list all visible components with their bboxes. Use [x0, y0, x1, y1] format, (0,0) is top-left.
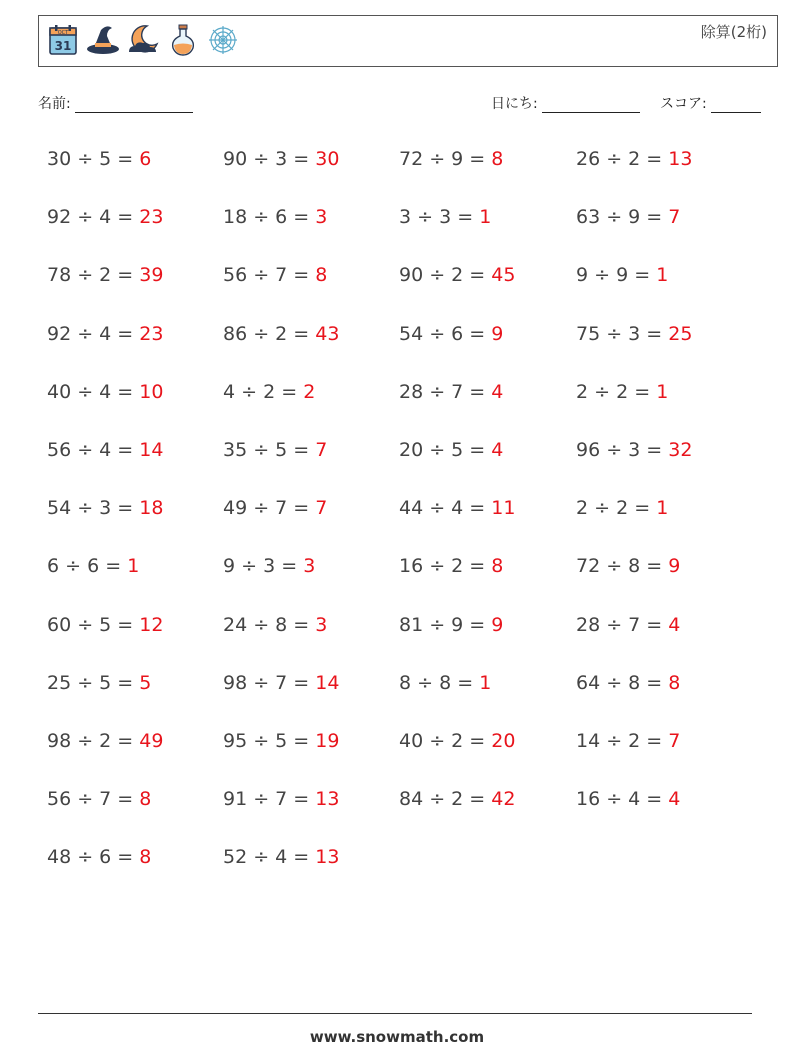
- problem-item: [399, 264, 515, 286]
- problem-item: [223, 497, 327, 519]
- problem-answer: 1: [127, 555, 140, 578]
- problem-answer: 7: [315, 497, 328, 520]
- problem-answer: 8: [139, 846, 152, 869]
- problem-answer: 1: [479, 206, 492, 229]
- problem-question: 20 ÷ 5 =: [399, 439, 486, 461]
- problem-answer: 18: [139, 497, 164, 520]
- problem-answer: 23: [139, 206, 164, 229]
- problem-item: [399, 148, 503, 170]
- problem-answer: 4: [668, 613, 681, 636]
- problem-answer: 11: [491, 497, 516, 520]
- problem-question: 92 ÷ 4 =: [47, 322, 134, 345]
- problem-question: 6 ÷ 6 =: [47, 555, 122, 578]
- problem-question: 44 ÷ 4 =: [399, 497, 486, 520]
- score-label: スコア:: [660, 96, 707, 112]
- problem-question: 75 ÷ 3 =: [576, 322, 663, 345]
- problem-question: 56 ÷ 4 =: [47, 439, 134, 461]
- problem-question: 90 ÷ 2 =: [399, 264, 486, 287]
- problem-question: 54 ÷ 3 =: [47, 497, 134, 520]
- problem-question: 98 ÷ 2 =: [47, 730, 134, 752]
- problem-item: [576, 672, 680, 694]
- header-box: [38, 15, 778, 67]
- problem-item: [223, 264, 327, 286]
- problem-question: 56 ÷ 7 =: [47, 788, 134, 811]
- problem-question: 54 ÷ 6 =: [399, 322, 486, 345]
- problem-item: [47, 614, 163, 636]
- problem-answer: 25: [668, 322, 693, 345]
- problem-question: 16 ÷ 2 =: [399, 555, 486, 578]
- problem-answer: 19: [315, 730, 340, 752]
- problem-item: [399, 206, 491, 228]
- problem-question: 72 ÷ 9 =: [399, 148, 486, 170]
- moon-cloud-icon: [125, 22, 161, 58]
- problem-answer: 6: [139, 148, 152, 170]
- problem-question: 40 ÷ 4 =: [47, 380, 134, 403]
- problem-item: [576, 788, 680, 810]
- problem-item: [47, 672, 151, 694]
- problem-answer: 1: [479, 671, 492, 694]
- problem-answer: 8: [491, 148, 504, 170]
- problem-item: [576, 497, 668, 519]
- problem-question: 86 ÷ 2 =: [223, 322, 310, 345]
- problem-item: [576, 614, 680, 636]
- problem-answer: 4: [491, 439, 504, 461]
- problem-item: [47, 381, 163, 403]
- problem-item: [399, 439, 503, 461]
- problem-question: 91 ÷ 7 =: [223, 788, 310, 811]
- problem-item: [399, 730, 515, 752]
- problem-question: 90 ÷ 3 =: [223, 148, 310, 170]
- problem-question: 26 ÷ 2 =: [576, 148, 663, 170]
- problem-item: [223, 148, 339, 170]
- problem-item: [47, 323, 163, 345]
- problem-question: 24 ÷ 8 =: [223, 613, 310, 636]
- problem-item: [399, 672, 491, 694]
- problem-answer: 13: [668, 148, 693, 170]
- problem-item: [223, 788, 339, 810]
- date-label: 日にち:: [491, 96, 538, 112]
- problem-question: 3 ÷ 3 =: [399, 206, 474, 229]
- problem-item: [576, 439, 692, 461]
- problem-answer: 8: [491, 555, 504, 578]
- problem-question: 30 ÷ 5 =: [47, 148, 134, 170]
- potion-icon: [165, 22, 201, 58]
- problem-question: 98 ÷ 7 =: [223, 671, 310, 694]
- problem-answer: 3: [303, 555, 316, 578]
- problem-question: 63 ÷ 9 =: [576, 206, 663, 229]
- problem-item: [47, 148, 151, 170]
- icon-strip: [45, 22, 241, 58]
- score-line[interactable]: [711, 98, 761, 113]
- problem-answer: 49: [139, 730, 164, 752]
- problem-question: 49 ÷ 7 =: [223, 497, 310, 520]
- problem-item: [47, 497, 163, 519]
- problem-question: 78 ÷ 2 =: [47, 264, 134, 287]
- problem-answer: 1: [656, 380, 669, 403]
- problem-answer: 2: [303, 380, 316, 403]
- problem-question: 96 ÷ 3 =: [576, 439, 663, 461]
- problem-answer: 8: [668, 671, 681, 694]
- problem-answer: 14: [315, 671, 340, 694]
- problem-answer: 12: [139, 613, 164, 636]
- problem-answer: 32: [668, 439, 693, 461]
- problem-question: 72 ÷ 8 =: [576, 555, 663, 578]
- problem-question: 56 ÷ 7 =: [223, 264, 310, 287]
- name-field: [38, 93, 193, 113]
- problem-answer: 42: [491, 788, 516, 811]
- worksheet-title: 除算(2桁): [700, 23, 767, 41]
- date-field: [491, 93, 640, 113]
- problem-question: 2 ÷ 2 =: [576, 497, 651, 520]
- problem-question: 4 ÷ 2 =: [223, 380, 298, 403]
- problem-answer: 3: [315, 206, 328, 229]
- problem-question: 84 ÷ 2 =: [399, 788, 486, 811]
- problem-item: [47, 846, 151, 868]
- problem-item: [399, 497, 515, 519]
- problem-answer: 13: [315, 788, 340, 811]
- problem-item: [576, 206, 680, 228]
- calendar-icon: [45, 22, 81, 58]
- problem-item: [576, 730, 680, 752]
- problem-item: [223, 672, 339, 694]
- problem-question: 81 ÷ 9 =: [399, 613, 486, 636]
- problem-item: [223, 381, 315, 403]
- problem-answer: 1: [656, 264, 669, 287]
- problem-answer: 14: [139, 439, 164, 461]
- problem-question: 9 ÷ 3 =: [223, 555, 298, 578]
- problem-question: 8 ÷ 8 =: [399, 671, 474, 694]
- problem-item: [47, 264, 163, 286]
- problem-answer: 1: [656, 497, 669, 520]
- problem-answer: 10: [139, 380, 164, 403]
- footer-url: www.snowmath.com: [309, 1028, 485, 1046]
- problem-answer: 7: [315, 439, 328, 461]
- problem-answer: 4: [668, 788, 681, 811]
- problem-item: [47, 206, 163, 228]
- problem-question: 95 ÷ 5 =: [223, 730, 310, 752]
- problem-answer: 9: [491, 613, 504, 636]
- problem-question: 52 ÷ 4 =: [223, 846, 310, 869]
- name-line[interactable]: [75, 98, 193, 113]
- problem-item: [399, 614, 503, 636]
- date-line[interactable]: [542, 98, 640, 113]
- problem-question: 92 ÷ 4 =: [47, 206, 134, 229]
- problem-question: 28 ÷ 7 =: [399, 380, 486, 403]
- problem-item: [47, 439, 163, 461]
- problem-answer: 45: [491, 264, 516, 287]
- problem-answer: 5: [139, 671, 152, 694]
- problem-item: [47, 788, 151, 810]
- problem-answer: 13: [315, 846, 340, 869]
- witch-hat-icon: [85, 22, 121, 58]
- problem-item: [223, 730, 339, 752]
- problem-item: [47, 730, 163, 752]
- problem-item: [47, 555, 139, 577]
- problem-item: [399, 555, 503, 577]
- name-label: 名前:: [38, 96, 71, 112]
- problem-question: 64 ÷ 8 =: [576, 671, 663, 694]
- problem-item: [223, 439, 327, 461]
- problem-question: 60 ÷ 5 =: [47, 613, 134, 636]
- problem-item: [223, 323, 339, 345]
- problem-item: [399, 788, 515, 810]
- problem-answer: 7: [668, 206, 681, 229]
- problem-answer: 3: [315, 613, 328, 636]
- problem-question: 18 ÷ 6 =: [223, 206, 310, 229]
- problem-item: [576, 323, 692, 345]
- problem-answer: 43: [315, 322, 340, 345]
- problem-item: [399, 381, 503, 403]
- problem-question: 28 ÷ 7 =: [576, 613, 663, 636]
- problem-answer: 30: [315, 148, 340, 170]
- problem-question: 9 ÷ 9 =: [576, 264, 651, 287]
- problem-question: 40 ÷ 2 =: [399, 730, 486, 752]
- problem-question: 16 ÷ 4 =: [576, 788, 663, 811]
- problem-item: [399, 323, 503, 345]
- spiderweb-icon: [205, 22, 241, 58]
- problem-answer: 9: [668, 555, 681, 578]
- problem-question: 48 ÷ 6 =: [47, 846, 134, 869]
- footer-rule: [38, 1013, 752, 1014]
- problem-answer: 39: [139, 264, 164, 287]
- problem-answer: 7: [668, 730, 681, 752]
- problem-answer: 20: [491, 730, 516, 752]
- calendar-month: OCT: [57, 30, 69, 36]
- problem-question: 14 ÷ 2 =: [576, 730, 663, 752]
- calendar-day: 31: [54, 39, 72, 53]
- problem-answer: 9: [491, 322, 504, 345]
- problem-answer: 23: [139, 322, 164, 345]
- problem-answer: 8: [139, 788, 152, 811]
- problem-item: [223, 206, 327, 228]
- problem-item: [576, 264, 668, 286]
- problem-item: [576, 381, 668, 403]
- problem-question: 2 ÷ 2 =: [576, 380, 651, 403]
- score-field: [660, 93, 761, 113]
- problem-answer: 8: [315, 264, 328, 287]
- problem-question: 35 ÷ 5 =: [223, 439, 310, 461]
- problem-question: 25 ÷ 5 =: [47, 671, 134, 694]
- problem-answer: 4: [491, 380, 504, 403]
- problem-item: [223, 846, 339, 868]
- problem-item: [576, 148, 692, 170]
- problem-item: [223, 555, 315, 577]
- problem-item: [576, 555, 680, 577]
- problem-item: [223, 614, 327, 636]
